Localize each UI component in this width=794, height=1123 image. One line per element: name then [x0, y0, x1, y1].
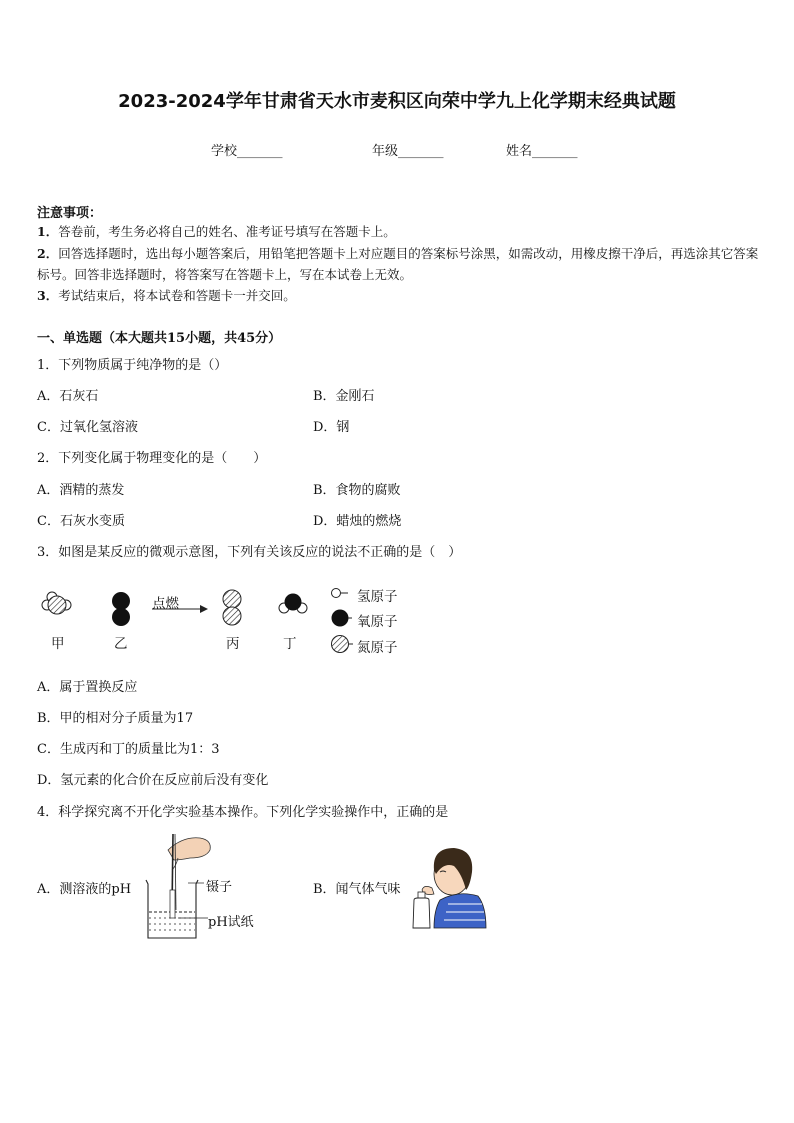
option-b[interactable]: B．闻气体气味 [313, 882, 401, 897]
molecule-jia [42, 592, 71, 614]
option-b[interactable]: B．甲的相对分子质量为17 [37, 711, 194, 726]
label-yi: 乙 [114, 636, 128, 652]
notice-item-text: 考试结束后，将本试卷和答题卡一并交回。 [58, 288, 296, 303]
option-d[interactable]: D．蜡烛的燃烧 [313, 514, 402, 529]
label-ding: 丁 [283, 636, 297, 652]
legend-oxygen-symbol [332, 610, 353, 627]
tweezers-label: 镊子 [206, 880, 233, 895]
legend-oxygen: 氧原子 [357, 614, 398, 630]
legend-nitrogen-symbol [332, 636, 354, 653]
notice-item-num: 1． [37, 224, 59, 239]
notice-item-text: 回答选择题时，选出每小题答案后，用铅笔把答题卡上对应题目的答案标号涂黑，如需改动，用橡皮擦干净后，再选涂其它答案标号。回答非选择题时，将答案写在答题卡上，写在本试卷上无效。 [37, 246, 759, 282]
label-bing: 丙 [226, 636, 240, 652]
question-stem: 4．科学探究离不开化学实验基本操作。下列化学实验操作中，正确的是 [37, 805, 449, 820]
option-d[interactable]: D．钢 [313, 420, 350, 435]
molecule-ding [279, 594, 307, 614]
page-title: 2023-2024学年甘肃省天水市麦积区向荣中学九上化学期末经典试题 [118, 91, 676, 112]
legend-nitrogen: 氮原子 [357, 640, 398, 656]
school-field: 学校_______ [211, 144, 283, 159]
option-c[interactable]: C．石灰水变质 [37, 514, 125, 529]
notice-heading: 注意事项： [37, 206, 103, 221]
notice-item-2 [37, 243, 759, 285]
name-field: 姓名_______ [506, 144, 578, 159]
question-stem: 2．下列变化属于物理变化的是（ ） [37, 451, 267, 466]
legend-hydrogen-symbol [332, 589, 349, 598]
option-b[interactable]: B．食物的腐败 [313, 483, 401, 498]
option-d[interactable]: D．氢元素的化合价在反应前后没有变化 [37, 773, 269, 788]
question-stem: 1．下列物质属于纯净物的是（） [37, 358, 228, 373]
smell-gas-figure [410, 840, 490, 930]
reaction-condition: 点燃 [152, 596, 179, 612]
notice-item-num: 3． [37, 288, 59, 303]
option-a[interactable]: A．属于置换反应 [37, 680, 138, 695]
notice-item-num: 2． [37, 246, 59, 261]
label-jia: 甲 [51, 636, 65, 652]
grade-field: 年级_______ [372, 144, 444, 159]
section-heading: 一、单选题（本大题共15小题，共45分） [37, 331, 282, 346]
notice-item-1 [37, 221, 759, 242]
notice-item-3 [37, 285, 759, 306]
legend-hydrogen: 氢原子 [357, 589, 398, 605]
option-c[interactable]: C．过氧化氢溶液 [37, 420, 138, 435]
option-a[interactable]: A．石灰石 [37, 389, 99, 404]
option-a[interactable]: A．酒精的蒸发 [37, 483, 125, 498]
molecule-bing [223, 590, 241, 625]
molecule-yi [112, 592, 130, 626]
option-c[interactable]: C．生成丙和丁的质量比为1：3 [37, 742, 220, 757]
option-a[interactable]: A．测溶液的pH [37, 882, 132, 897]
notice-item-text: 答卷前，考生务必将自己的姓名、准考证号填写在答题卡上。 [58, 224, 396, 239]
question-stem: 3．如图是某反应的微观示意图，下列有关该反应的说法不正确的是（ ） [37, 545, 462, 560]
ph-strip-label: pH试纸 [208, 915, 254, 930]
option-b[interactable]: B．金刚石 [313, 389, 375, 404]
